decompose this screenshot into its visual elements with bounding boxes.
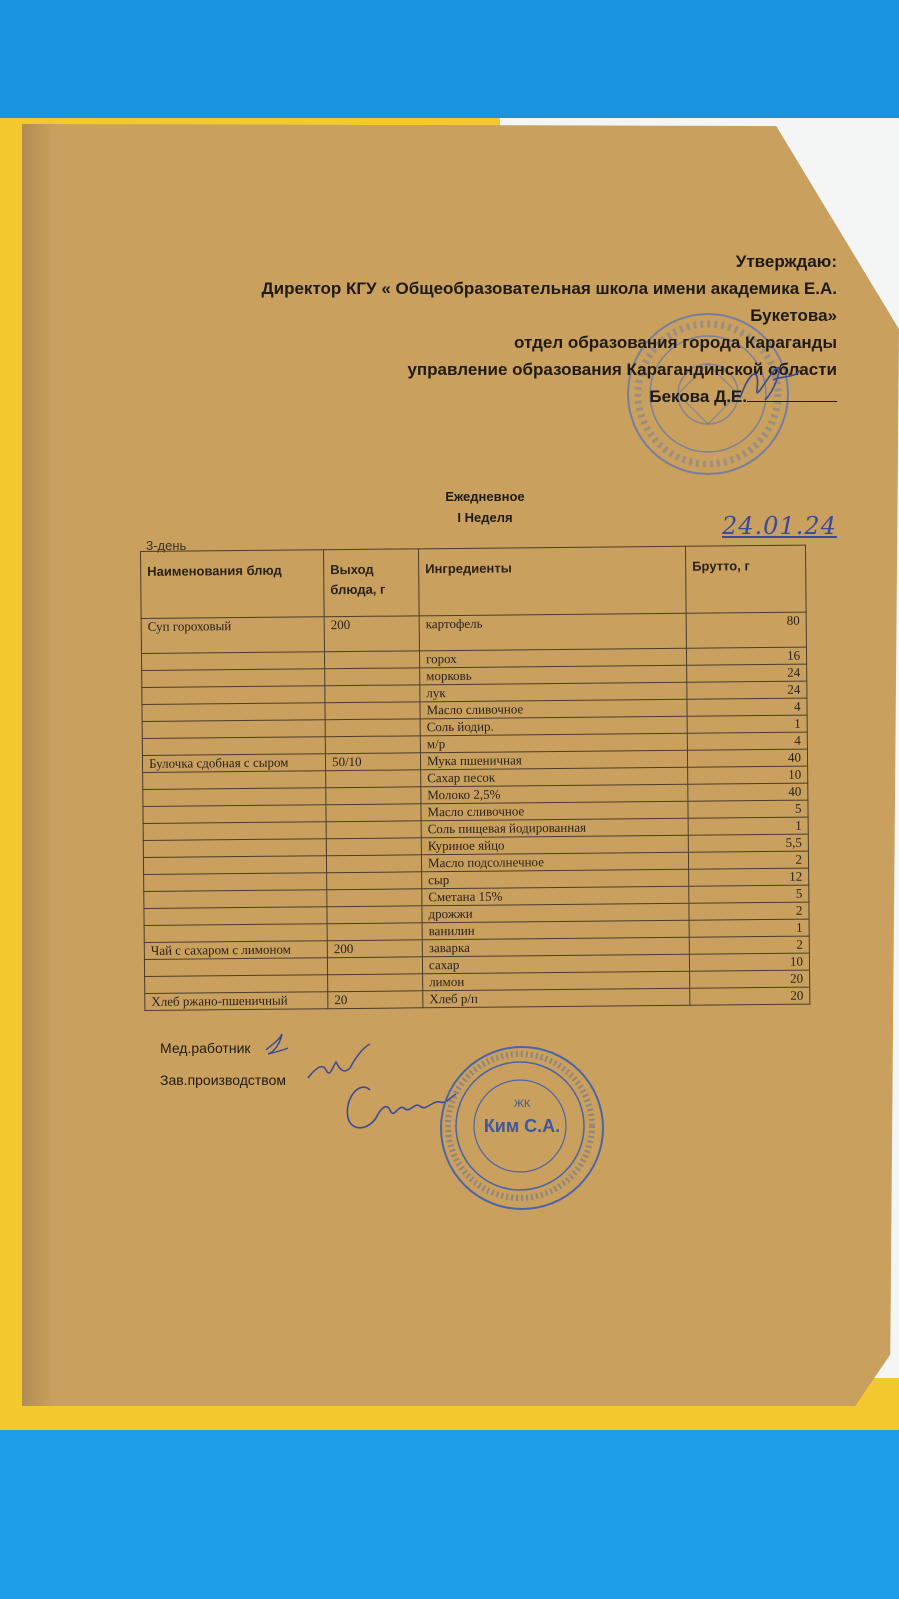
cell-output: [325, 702, 420, 720]
cell-brutto: 40: [688, 783, 808, 801]
cell-dish: [143, 822, 326, 841]
cell-dish: Булочка сдобная с сыром: [142, 754, 325, 773]
cell-output: [326, 838, 421, 856]
cell-dish: [143, 771, 326, 790]
cell-ingredient: м/р: [420, 733, 687, 753]
cell-brutto: 1: [688, 817, 808, 835]
cell-brutto: 2: [689, 902, 809, 920]
cell-output: [328, 974, 423, 992]
cell-dish: Суп гороховый: [141, 617, 324, 654]
cell-brutto: 24: [687, 681, 807, 699]
cell-ingredient: Масло подсолнечное: [421, 852, 688, 872]
cell-dish: [144, 924, 327, 943]
cell-dish: [143, 788, 326, 807]
cell-ingredient: Соль пищевая йодированная: [421, 818, 688, 838]
cell-ingredient: сыр: [422, 869, 689, 889]
cell-brutto: 2: [689, 936, 809, 954]
cell-ingredient: горох: [419, 648, 686, 668]
cell-dish: [144, 958, 327, 977]
cell-dish: [144, 873, 327, 892]
cell-dish: [141, 652, 324, 671]
background-bottom: [0, 1430, 899, 1599]
cell-dish: Хлеб ржано-пшеничный: [145, 992, 328, 1011]
cell-ingredient: заварка: [422, 937, 689, 957]
cell-brutto: 1: [689, 919, 809, 937]
stamp-kind: ЖК: [513, 1098, 531, 1110]
cell-output: 200: [327, 940, 422, 958]
menu-table: [140, 545, 810, 1011]
cell-ingredient: дрожжи: [422, 903, 689, 923]
approval-block: [137, 248, 837, 410]
cell-brutto: 12: [689, 868, 809, 886]
cell-output: [325, 685, 420, 703]
approval-line-4: управление образования Карагандинской области: [407, 360, 837, 379]
cell-brutto: 80: [686, 612, 806, 648]
cell-ingredient: Сахар песок: [421, 767, 688, 787]
med-worker-label: Мед.работник: [160, 1040, 251, 1056]
cell-brutto: 2: [688, 851, 808, 869]
approval-signer: Бекова Д.Е.: [649, 387, 747, 406]
menu-table-wrap: [140, 545, 810, 1011]
cell-dish: [144, 907, 327, 926]
cell-output: [326, 855, 421, 873]
cell-output: [324, 651, 419, 669]
table-body: [141, 612, 810, 1010]
cell-dish: [142, 737, 325, 756]
cell-output: [326, 804, 421, 822]
cell-brutto: 16: [686, 647, 806, 665]
cell-output: [327, 923, 422, 941]
cell-output: [326, 787, 421, 805]
handwritten-date: 24.01.24: [722, 512, 837, 540]
entrepreneur-stamp: [440, 1046, 604, 1210]
cell-ingredient: сахар: [422, 954, 689, 974]
cell-output: [327, 957, 422, 975]
cell-brutto: 20: [690, 970, 810, 988]
cell-ingredient: Хлеб р/п: [423, 988, 690, 1008]
director-signature-icon: [735, 360, 805, 410]
approval-line-2: Букетова»: [750, 306, 837, 325]
sheet-edge-shadow: [22, 124, 52, 1406]
header-brutto: Брутто, г: [685, 545, 806, 613]
med-signature-icon: [262, 1030, 292, 1058]
stamp-name: Ким С.А.: [483, 1116, 561, 1136]
cell-output: 50/10: [325, 753, 420, 771]
cell-brutto: 5,5: [688, 834, 808, 852]
production-manager-label: Зав.производством: [160, 1072, 286, 1088]
cell-output: [327, 889, 422, 907]
cell-brutto: 20: [690, 987, 810, 1005]
cell-brutto: 10: [689, 953, 809, 971]
cell-dish: [143, 839, 326, 858]
cell-ingredient: Масло сливочное: [421, 801, 688, 821]
cell-brutto: 24: [687, 664, 807, 682]
cell-dish: [142, 669, 325, 688]
approval-line-3: отдел образования города Караганды: [514, 333, 837, 352]
cell-dish: [145, 975, 328, 994]
day-label: 3-день: [146, 538, 187, 553]
cell-output: [327, 906, 422, 924]
cell-ingredient: ванилин: [422, 920, 689, 940]
cell-dish: [144, 890, 327, 909]
cell-brutto: 4: [687, 698, 807, 716]
approval-line-1: Директор КГУ « Общеобразовательная школа имени академика Е.А.: [261, 279, 837, 298]
cell-ingredient: Соль йодир.: [420, 716, 687, 736]
cell-ingredient: лимон: [423, 971, 690, 991]
cell-brutto: 40: [687, 749, 807, 767]
header-output: Выход блюда, г: [323, 549, 419, 617]
approval-heading: Утверждаю:: [735, 252, 837, 271]
cell-ingredient: Куриное яйцо: [421, 835, 688, 855]
cell-dish: [143, 856, 326, 875]
cell-brutto: 4: [687, 732, 807, 750]
cell-output: [325, 668, 420, 686]
cell-brutto: 10: [688, 766, 808, 784]
cell-output: 200: [324, 616, 419, 652]
cell-ingredient: Масло сливочное: [420, 699, 687, 719]
title-week: I Неделя: [457, 510, 513, 525]
cell-output: [326, 770, 421, 788]
cell-output: [327, 872, 422, 890]
cell-brutto: 5: [689, 885, 809, 903]
cell-dish: Чай с сахаром с лимоном: [144, 941, 327, 960]
cell-dish: [142, 720, 325, 739]
cell-ingredient: Мука пшеничная: [420, 750, 687, 770]
cell-ingredient: картофель: [419, 613, 686, 651]
header-dish: Наименования блюд: [141, 550, 325, 619]
cell-dish: [142, 703, 325, 722]
table-header-row: [141, 545, 807, 618]
cell-dish: [143, 805, 326, 824]
cell-output: [325, 736, 420, 754]
cell-brutto: 1: [687, 715, 807, 733]
cell-ingredient: лук: [420, 682, 687, 702]
cell-ingredient: морковь: [420, 665, 687, 685]
cell-dish: [142, 686, 325, 705]
cell-ingredient: Молоко 2,5%: [421, 784, 688, 804]
cell-ingredient: Сметана 15%: [422, 886, 689, 906]
cell-brutto: 5: [688, 800, 808, 818]
title-daily: Ежедневное: [445, 489, 525, 504]
cell-output: [325, 719, 420, 737]
cell-output: [326, 821, 421, 839]
manager-signature-icon: [300, 1040, 460, 1150]
menu-title: [330, 486, 640, 528]
cell-output: 20: [328, 991, 423, 1009]
header-ingredients: Ингредиенты: [418, 546, 686, 616]
